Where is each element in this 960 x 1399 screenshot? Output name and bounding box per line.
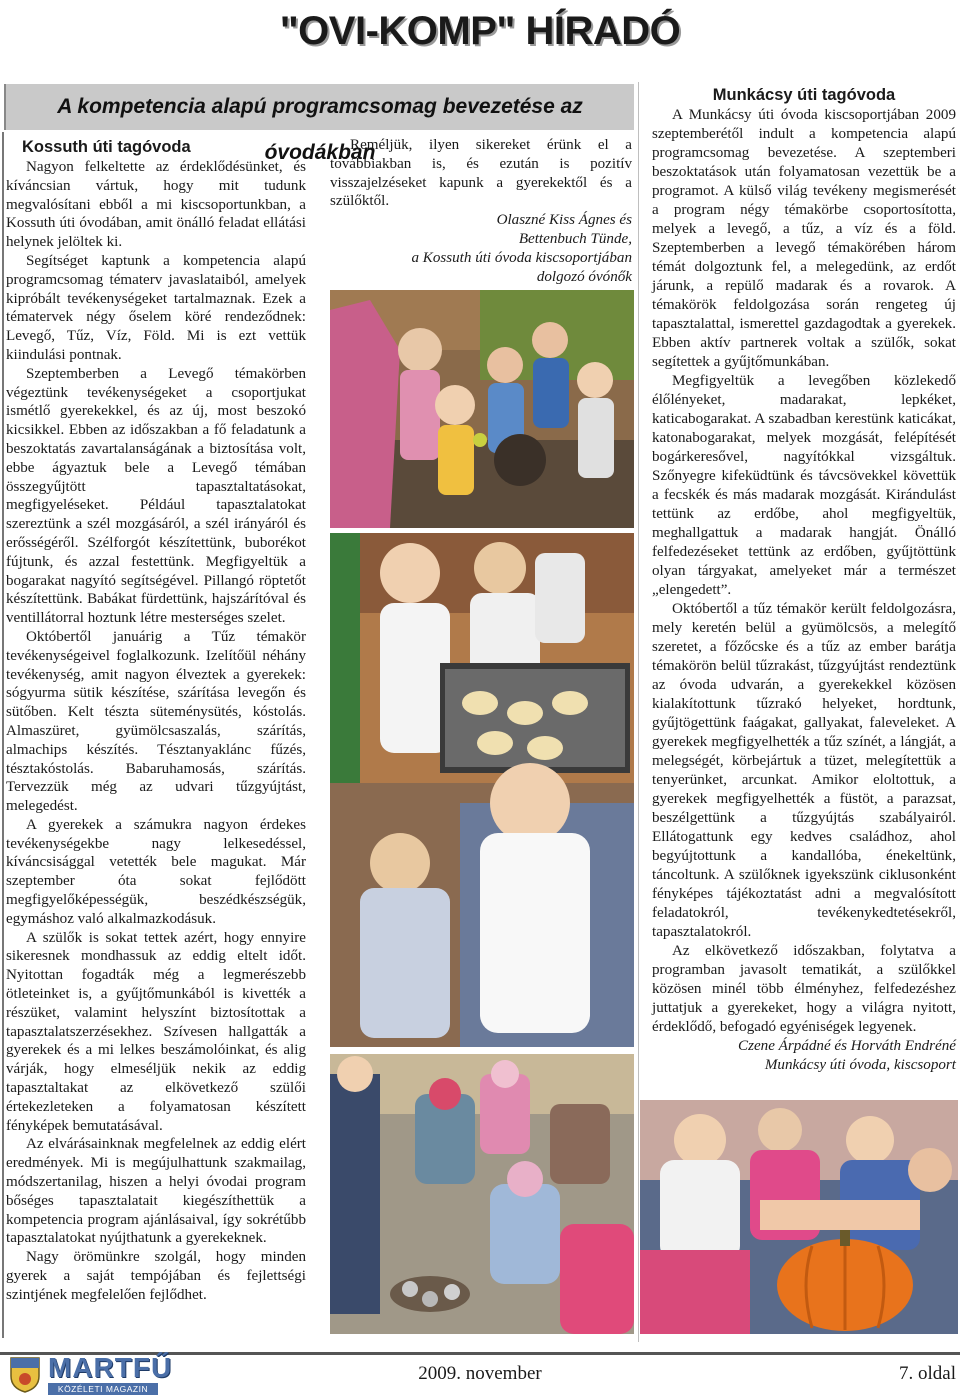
kossuth-paragraph-5: A gyerekek a számukra nagyon érdekes tevékenységekbe nagy lelkesedéssel, kíváncsisággal vetették bele magukat. Már szeptember óta sokat fejlődött megfigyelőképességük, beszédkészségük, egymáshoz való alkalmazkodásuk.: [6, 816, 306, 927]
masthead-title: "OVI-KOMP" HÍRADÓ: [279, 9, 681, 53]
logo-subtitle: KÖZÉLETI MAGAZIN: [48, 1383, 158, 1395]
photo-children-group: [330, 290, 634, 528]
kossuth-paragraph-2: Segítséget kaptunk a kompetencia alapú programcsomag tématerv javaslataiból, amelyek kipróbált tevékenységeket tartalmaznak. Ezek a tématervek négy őselem köré rendeződnek: Levegő, Tűz, Víz, Föld. Mi is ezt vettük kiindulási pontnak.: [6, 252, 306, 363]
munkacsy-heading: Munkácsy úti tagóvoda: [712, 86, 896, 104]
munkacsy-column: [652, 84, 956, 1075]
photo-baking-pretzels: [330, 533, 634, 1047]
photo-children-outdoor: [330, 1054, 634, 1334]
kossuth-signature-line-2: Bettenbuch Tünde,: [518, 230, 632, 247]
kossuth-signature-line-3: a Kossuth úti óvoda kiscsoportjában: [411, 249, 632, 266]
munkacsy-paragraph-3: Októbertől a tűz témakör került feldolgozásra, mely keretén belül a gyümölcsös, a melegítő szeretet, a főzőcske és a tűz az ember barátja témakörön belül tűzrakást, tűzgyújtást rendeztünk az óvoda udvarán, a gyerekekkel közösen kialakítottunk tűzrakó helyeket, hordtunk, gyűjtögettünk faágakat, gallyakat, faleveleket. A gyerekek megfigyelhették a tűz színét, a lángját, a melegségét, körbejártuk a tüzet, melegítettük a tenyerünket, arcunkat. Amikor eloltottuk, a gyerekek megfigyelhették a füstöt, a parazsat, beszélgettünk a tűzgyújtás szabályairól. Ellátogattunk egy kedves családhoz, ahol begyújtottunk a kandallóba, énekeltünk, táncoltunk. A szülőknek igyekszünk ciklusonként fényképes tájékoztatást adni a megvalósított feladatokról, tevékenykedtetésekről, tapasztalatokról.: [652, 601, 956, 940]
kossuth-heading: Kossuth úti tagóvoda: [22, 138, 191, 156]
kossuth-signature-line-4: dolgozó óvónők: [536, 268, 632, 285]
munkacsy-paragraph-1: A Munkácsy úti óvoda kiscsoportjában 2009 szeptemberétől indult a kompetencia alapú programcsomag bevezetése. A szeptemberi beszoktatások után folyamatosan vezettük be a programot. A külső világ tevékeny megismerését a program négy témakörbe csoportosította, melyek a levegő, a tűz, a víz és a föld. Szeptemberben a levegő témakörében három témát dolgoztunk fel, a melegedünk, az erdőt járunk, a repülő madarak és a rovarok. A témakörök feldolgozása során rengeteg új tapasztalattal, ismerettel gazdagodtak a gyerekek. Ebben aktív partnerek voltak a szülők, sokat segítettek a gyűjtőmunkában.: [652, 107, 956, 370]
left-rule: [2, 132, 4, 1338]
munkacsy-paragraph-4: Az elkövetkező időszakban, folytatva a programban javasolt tematikát, a szülőkkel közösen minél több élményhez, felfedezéshez juttatjuk a gyerekeket, hogy a világra nyitott, érdeklődő, befogadó egyéniségek legyenek.: [652, 943, 956, 1035]
crest-icon: [8, 1354, 42, 1394]
kossuth-paragraph-1: Nagyon felkeltette az érdeklődésünket, és kíváncsian vártuk, hogy mit tudunk megvalósítani ebből a mi kiscsoportunkban, a Kossuth úti óvodában, amit önálló feladat ellátási helynek jelöltek ki.: [6, 159, 306, 251]
kossuth-closing-column: [330, 136, 632, 286]
kossuth-column: [6, 136, 306, 1305]
kossuth-paragraph-6: A szülők is sokat tettek azért, hogy ennyire sikeresnek mondhassuk az eddig eltelt időt. Nyitottan fogadták még a legmerészebb ötleteinket is, a gyűjtőmunkából is kivették a részüket, valamint helyszínt biztosítottak a tapasztalatszerzésekhez. Szívesen hallgatták a gyerekek és a mi lelkes beszámolóinkat, és alig várják, hogy elmeséljük nekik az eddig tapasztaltakat az elkövetkező szülői értekezleteken a folyamatosan készített fényképek bemutatásával.: [6, 929, 306, 1134]
kossuth-signature-line-1: Olaszné Kiss Ágnes és: [496, 212, 632, 229]
page-number: 7. oldal: [899, 1363, 956, 1384]
munkacsy-signature-line-2: Munkácsy úti óvoda, kiscsoport: [764, 1057, 956, 1073]
kossuth-paragraph-3: Szeptemberben a Levegő témakörben végeztünk tevékenységeket a csoportjukat ismétlő gyerekekkel, és az új, most beszokó kicsikkel. Ebben az időszakban a fő feladatunk a beszoktatás zavartalanságának a biztosítása volt, ebbe ágyaztuk bele a Levegő témában összegyűjtött tapasztaltatásokat, megfigyeléseket. Például tapasztalatokat szereztünk a szél mozgásáról, a szél irányáról és erősségéről. Szélforgót készítettünk, buborékot fújtunk, és azzal festettünk. Megfigyeltük a bogarakat nagyító segítségével. Pillangó röptetőt készítettünk. Babákat fürdettünk, hajszárítóval és ventillátorral hoztunk létre mesterséges szelet.: [6, 365, 306, 627]
kossuth-paragraph-4: Októbertől januárig a Tűz témakör tevékenységeivel foglalkozunk. Izelítőül néhány tevékenység, amit nagyon élveztek a gyerekek: sógyurma sütik készítése, szárítása levegőn és sütőben. Kelt tészta süteménysütés, kóstolás. Almaszüret, gyümölcsaszalás, szárítás, almachips készítés. Tésztanyaklánc fűzés, tésztakóstolás. Babaruhamosás, szárítás. Tervezzük még az udvari tűzgyújtást, melegedést.: [6, 628, 306, 815]
column-divider: [638, 82, 639, 1342]
magazine-logo: [4, 1350, 173, 1396]
article-title: A kompetencia alapú programcsomag bevezetése az óvodákban: [57, 95, 583, 164]
logo-name: MARTFŰ: [48, 1352, 173, 1383]
photo-pumpkin-hands: [640, 1100, 958, 1334]
issue-date: 2009. november: [418, 1363, 542, 1384]
kossuth-paragraph-8: Nagy örömünkre szolgál, hogy minden gyerek a saját tempójában és fejlettségi szintjének megfelelően fejlődhet.: [6, 1249, 306, 1303]
munkacsy-paragraph-2: Megfigyeltük a levegőben közlekedő élőlényeket, madarakat, lepkéket, katicabogarakat. A szabadban kerestünk katicákat, katonabogarakat, melyek mozgását, felépítését bogárkeresővel, nagyítókkal vizsgáltuk. Szőnyegre kifeküdtünk és távcsövekkel követtük a fecskék és más madarak mozgását. Kirándulást tettünk az erdőbe, ahol megfigyeltük, meghallgattuk a madarak hangját. Önálló felfedezéseket tettünk az erdőben, gyűjtöttünk olyan tárgyakat, amelyeket már a természet „elengedett”.: [652, 373, 956, 598]
munkacsy-signature-line-1: Czene Árpádné és Horváth Endréné: [738, 1038, 956, 1054]
kossuth-paragraph-7: Az elvárásainknak megfelelnek az eddig elért eredmények. Mi is megújulhattunk szakmailag, módszertanilag, hiszen a helyi óvodai program bőséges tapasztalatait kiegészíthettük a kompetencia program ajánlásaival, így sokrétűbb tapasztalatokat nyújthatunk a gyerekeknek.: [6, 1136, 306, 1247]
kossuth-closing: Reméljük, ilyen sikereket érünk el a továbbiakban is, és ezután is pozitív visszajelzéseket kapunk a gyerekektől és a szülőktől.: [330, 137, 632, 210]
